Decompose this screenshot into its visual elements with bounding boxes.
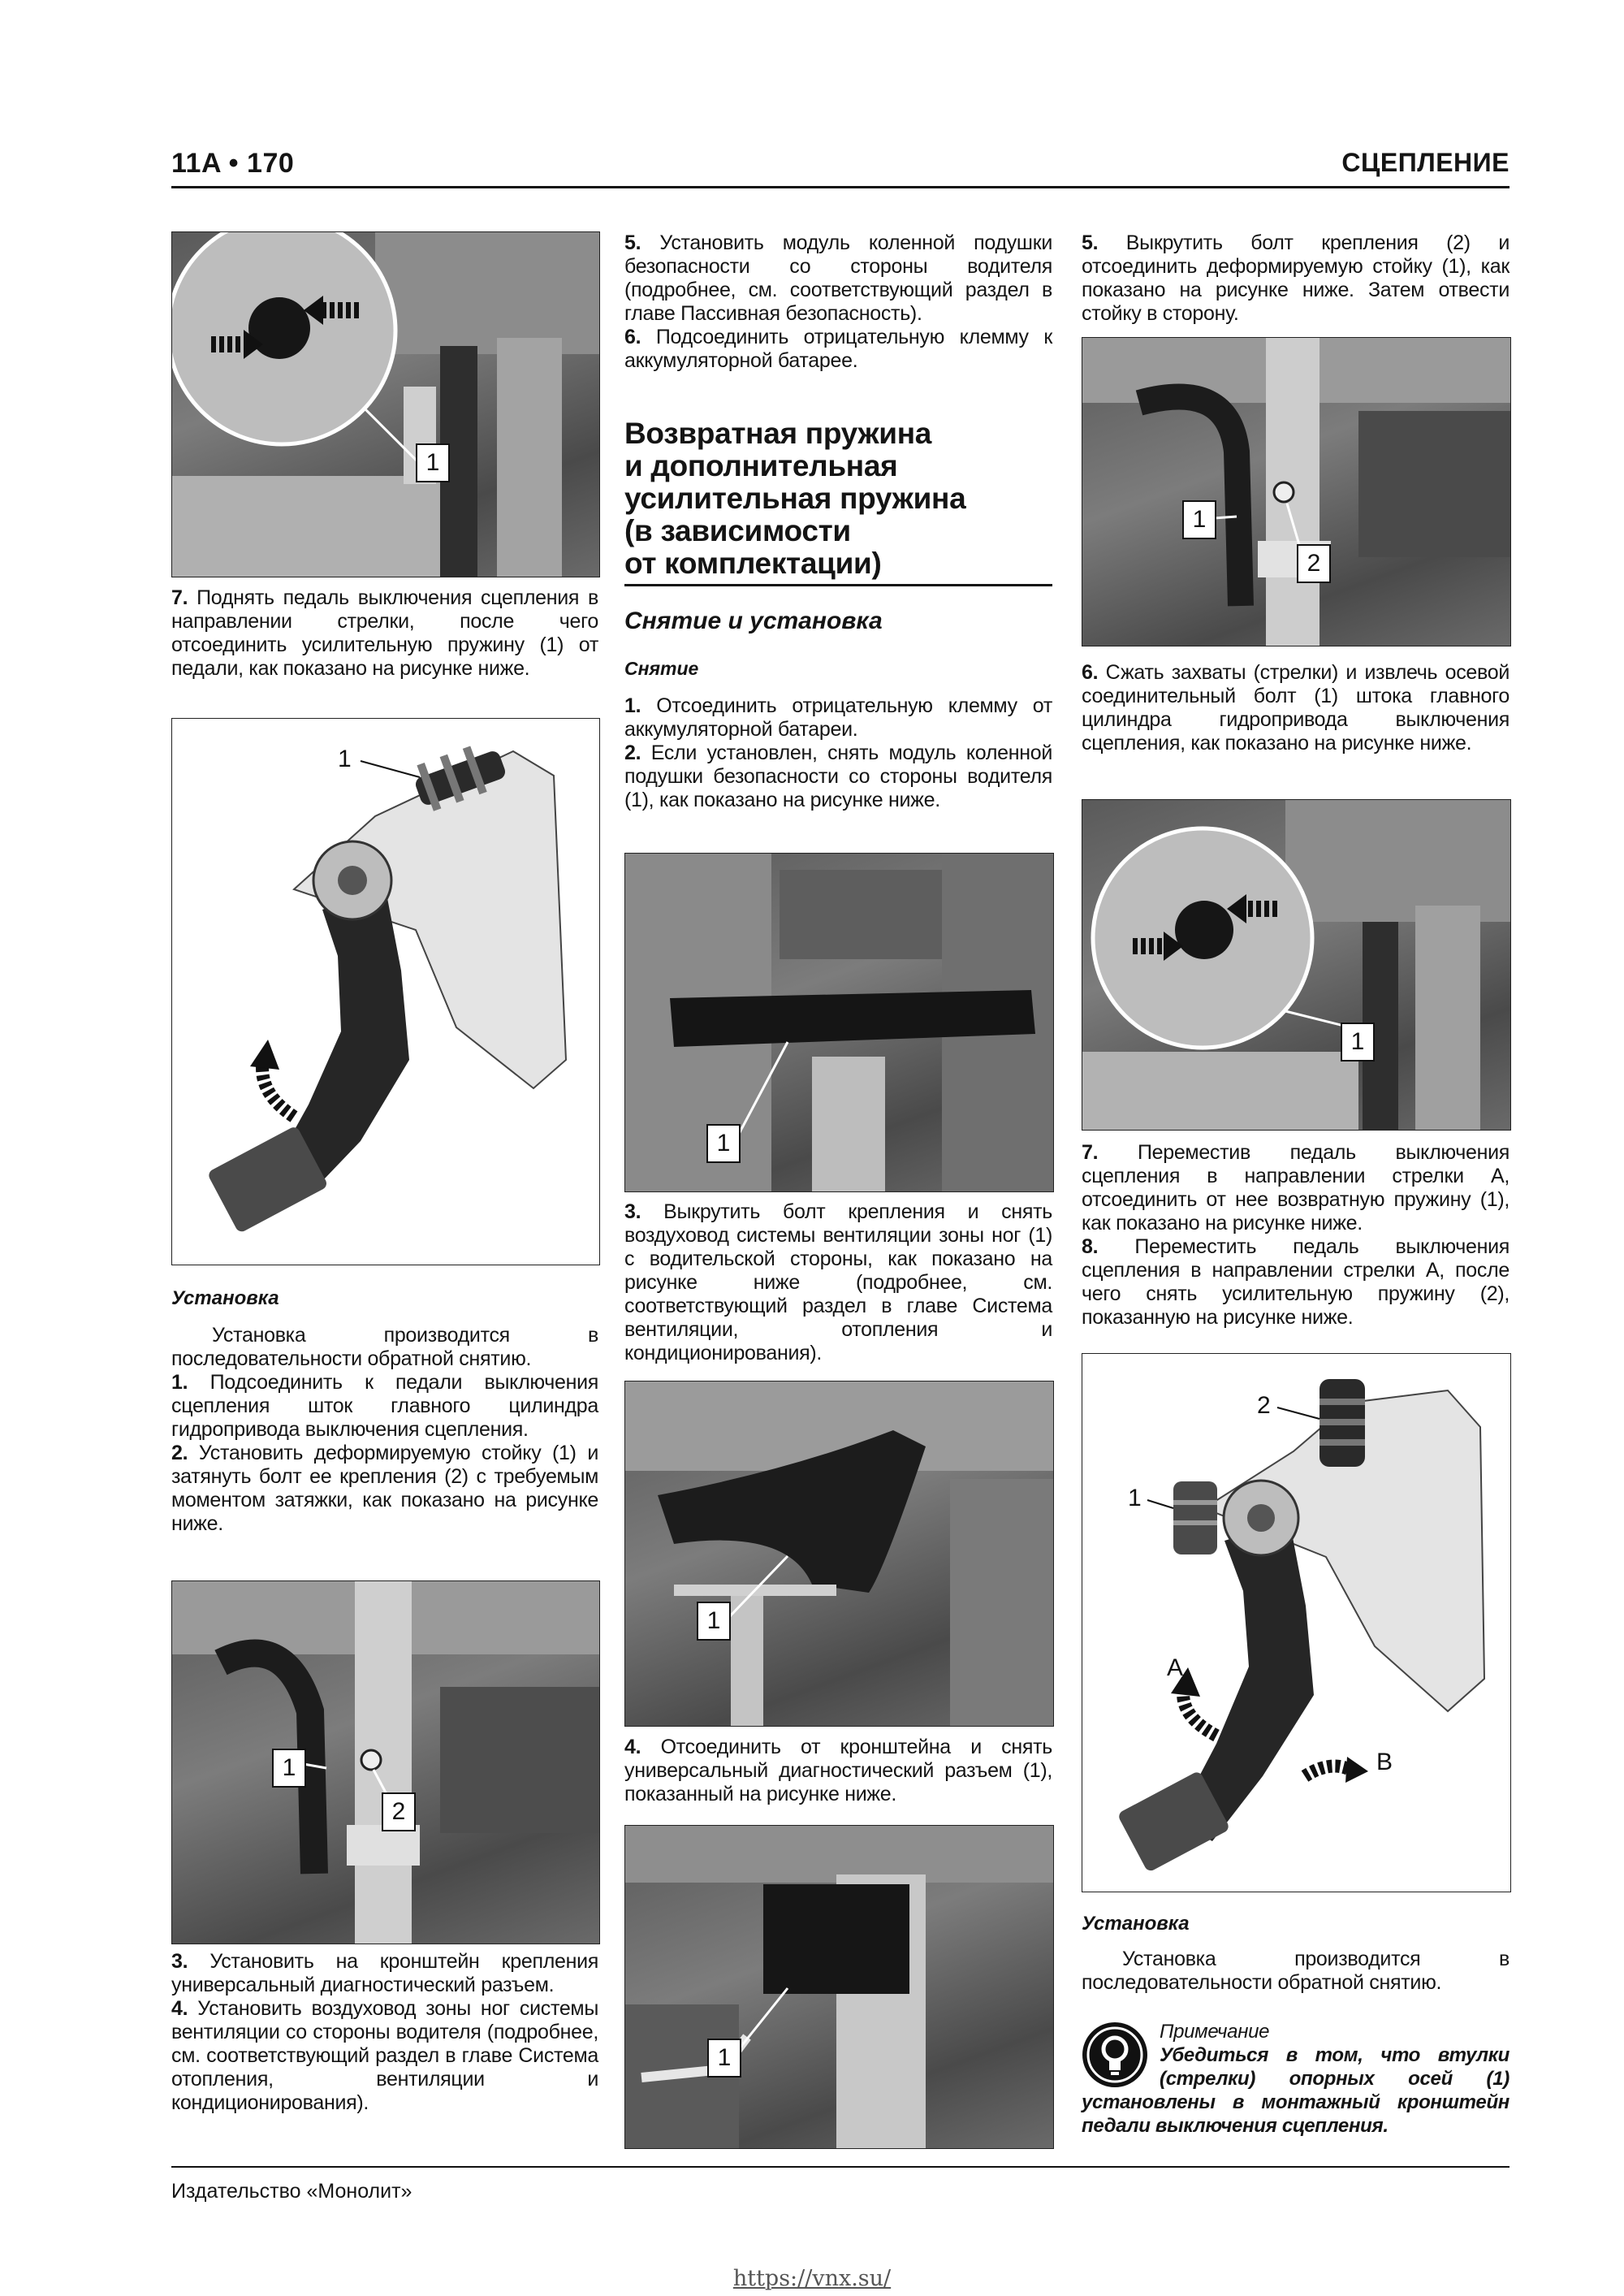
callout-label: 1 (272, 1749, 306, 1788)
callout-label: A (1167, 1654, 1184, 1681)
callout-label: 1 (416, 443, 450, 482)
col1-step-7: 7. Поднять педаль выключения сцепления в направлении стрелки, после чего отсоединить усилительную пружину (1) от педали, как показано на рисунке ниже. (171, 586, 598, 680)
step-5: 5. Установить модуль коленной подушки безопасности со стороны водителя (подробнее, см. соответствующий раздел в главе Пассивная безопасность). (624, 231, 1052, 325)
install-step-2: 2. Установить деформируемую стойку (1) и затянуть болт ее крепления (2) с требуемым моментом затяжки, как показано на рисунке ниже. (171, 1442, 598, 1535)
install-step-4: 4. Установить воздуховод зоны ног системы вентиляции со стороны водителя (подробнее, см. соответствующий раздел в главе Система отопления, вентиляции и кондиционирования). (171, 1997, 598, 2114)
callout-label: 1 (707, 2039, 741, 2078)
figure-2-graphic (172, 719, 599, 1265)
figure-1-graphic (172, 232, 599, 577)
figure-1-airbag-clip-photo (171, 231, 600, 577)
figure-6-graphic (625, 1826, 1053, 2148)
removal-step-1: 1. Отсоединить отрицательную клемму от аккумуляторной батареи. (624, 694, 1052, 741)
callout-label: 2 (1297, 544, 1331, 583)
leader-line (739, 1988, 788, 2049)
header-rule (171, 186, 1510, 188)
assist-spring (1320, 1379, 1365, 1467)
figure-4-graphic (625, 854, 1053, 1191)
figure-4-knee-airbag-photo (624, 853, 1054, 1192)
figure-6-diagnostic-connector-photo (624, 1825, 1054, 2149)
bolt (361, 1750, 381, 1770)
callout-label: 1 (1128, 1485, 1142, 1511)
col3-steps-7-8 (1082, 1141, 1510, 1330)
col2-removal-steps (624, 694, 1052, 812)
figure-5-air-duct-photo (624, 1381, 1054, 1727)
arrow-b-shaft (1305, 1766, 1350, 1777)
chapter-title: СЦЕПЛЕНИЕ (1341, 148, 1510, 177)
section-heading-rule (624, 584, 1052, 586)
section-heading: Возвратная пружина и дополнительная усилительная пружина (в зависимости от комплектации) (624, 417, 966, 580)
col3-install-intro: Установка производится в последовательности обратной снятию. (1082, 1948, 1510, 1994)
figure-5-graphic (625, 1381, 1053, 1726)
figure-3-graphic (172, 1581, 599, 1944)
diagnostic-connector (763, 1884, 909, 1994)
axle-bushing (248, 297, 310, 359)
callout-label: 1 (1341, 1023, 1375, 1062)
figure-8-graphic (1082, 800, 1510, 1130)
figure-9-graphic (1082, 1354, 1510, 1892)
figure-2-pedal-drawing (171, 718, 600, 1265)
callout-label: 1 (706, 1124, 741, 1163)
callout-label: B (1376, 1749, 1393, 1775)
callout-label: 1 (697, 1602, 731, 1641)
col2-step-3: 3. Выкрутить болт крепления и снять воздуховод системы вентиляции зоны ног (1) с водительской стороны, как показано на рисунке ниже (подробнее, см. соответствующий раздел в главе Система вентиляции, отопления и кондиционирования). (624, 1200, 1052, 1364)
pivot-bolt (1175, 901, 1233, 959)
col2-steps-5-6 (624, 231, 1052, 373)
col2-step-4: 4. Отсоединить от кронштейна и снять универсальный диагностический разъем (1), показанный на рисунке ниже. (624, 1736, 1052, 1805)
note-text: Убедиться в том, что втулки (стрелки) опорных осей (1) установлены в монтажный кронштейн педали выключения сцепления. (1082, 2044, 1510, 2137)
callout-label: 2 (1257, 1392, 1271, 1419)
removal-step-2: 2. Если установлен, снять модуль коленной подушки безопасности со стороны водителя (1), как показано на рисунке ниже. (624, 742, 1052, 811)
figure-8-pivot-bolt-photo (1082, 799, 1511, 1131)
removal-heading: Снятие (624, 658, 699, 679)
page-number: 11A • 170 (171, 148, 295, 179)
callout-label: 1 (338, 746, 352, 772)
footer-rule (171, 2166, 1510, 2168)
install-step-3: 3. Установить на кронштейн крепления универсальный диагностический разъем. (171, 1950, 598, 1996)
leader-line (361, 761, 420, 777)
bolt (1274, 482, 1294, 502)
return-spring (1173, 1481, 1217, 1554)
step-7: 7. Переместив педаль выключения сцепления в направлении стрелки А, отсоединить от нее возвратную пружину (1), как показано на рисунке ниже. (1082, 1141, 1510, 1234)
col3-step-5: 5. Выкрутить болт крепления (2) и отсоединить деформируемую стойку (1), как показано на рисунке ниже. Затем отвести стойку в сторону. (1082, 231, 1510, 325)
callout-label: 1 (1182, 500, 1216, 539)
arrow-b-head (1345, 1757, 1368, 1783)
watermark-url: https://vnx.su/ (732, 2266, 892, 2291)
callout-label: 2 (382, 1792, 416, 1831)
figure-7-strut-removal-photo (1082, 337, 1511, 646)
subsection-heading: Снятие и установка (624, 608, 883, 634)
col3-step-6: 6. Сжать захваты (стрелки) и извлечь осевой соединительный болт (1) штока главного цилиндра гидропривода выключения сцепления, как показано на рисунке ниже. (1082, 661, 1510, 755)
col1-install-heading: Установка (171, 1287, 279, 1309)
figure-7-graphic (1082, 338, 1510, 646)
figure-3-strut-photo (171, 1580, 600, 1944)
install-intro: Установка производится в последовательности обратной снятию. (171, 1324, 598, 1370)
motion-arrow-head (250, 1040, 279, 1070)
step-8: 8. Переместить педаль выключения сцепления в направлении стрелки А, после чего снять усилительную пружину (2), показанную на рисунке ниже. (1082, 1235, 1510, 1329)
install-step-1: 1. Подсоединить к педали выключения сцепления шток главного цилиндра гидропривода выключения сцепления. (171, 1371, 598, 1441)
figure-9-pedal-springs-drawing (1082, 1353, 1511, 1892)
col1-install-steps-3-4 (171, 1950, 598, 2115)
col1-install-block (171, 1324, 598, 1536)
lightbulb-icon (1082, 2021, 1148, 2088)
note-block (1082, 2020, 1510, 2138)
publisher: Издательство «Монолит» (171, 2180, 412, 2203)
step-6: 6. Подсоединить отрицательную клемму к аккумуляторной батарее. (624, 326, 1052, 372)
note-title: Примечание (1160, 2021, 1270, 2043)
col3-install-heading: Установка (1082, 1913, 1190, 1935)
